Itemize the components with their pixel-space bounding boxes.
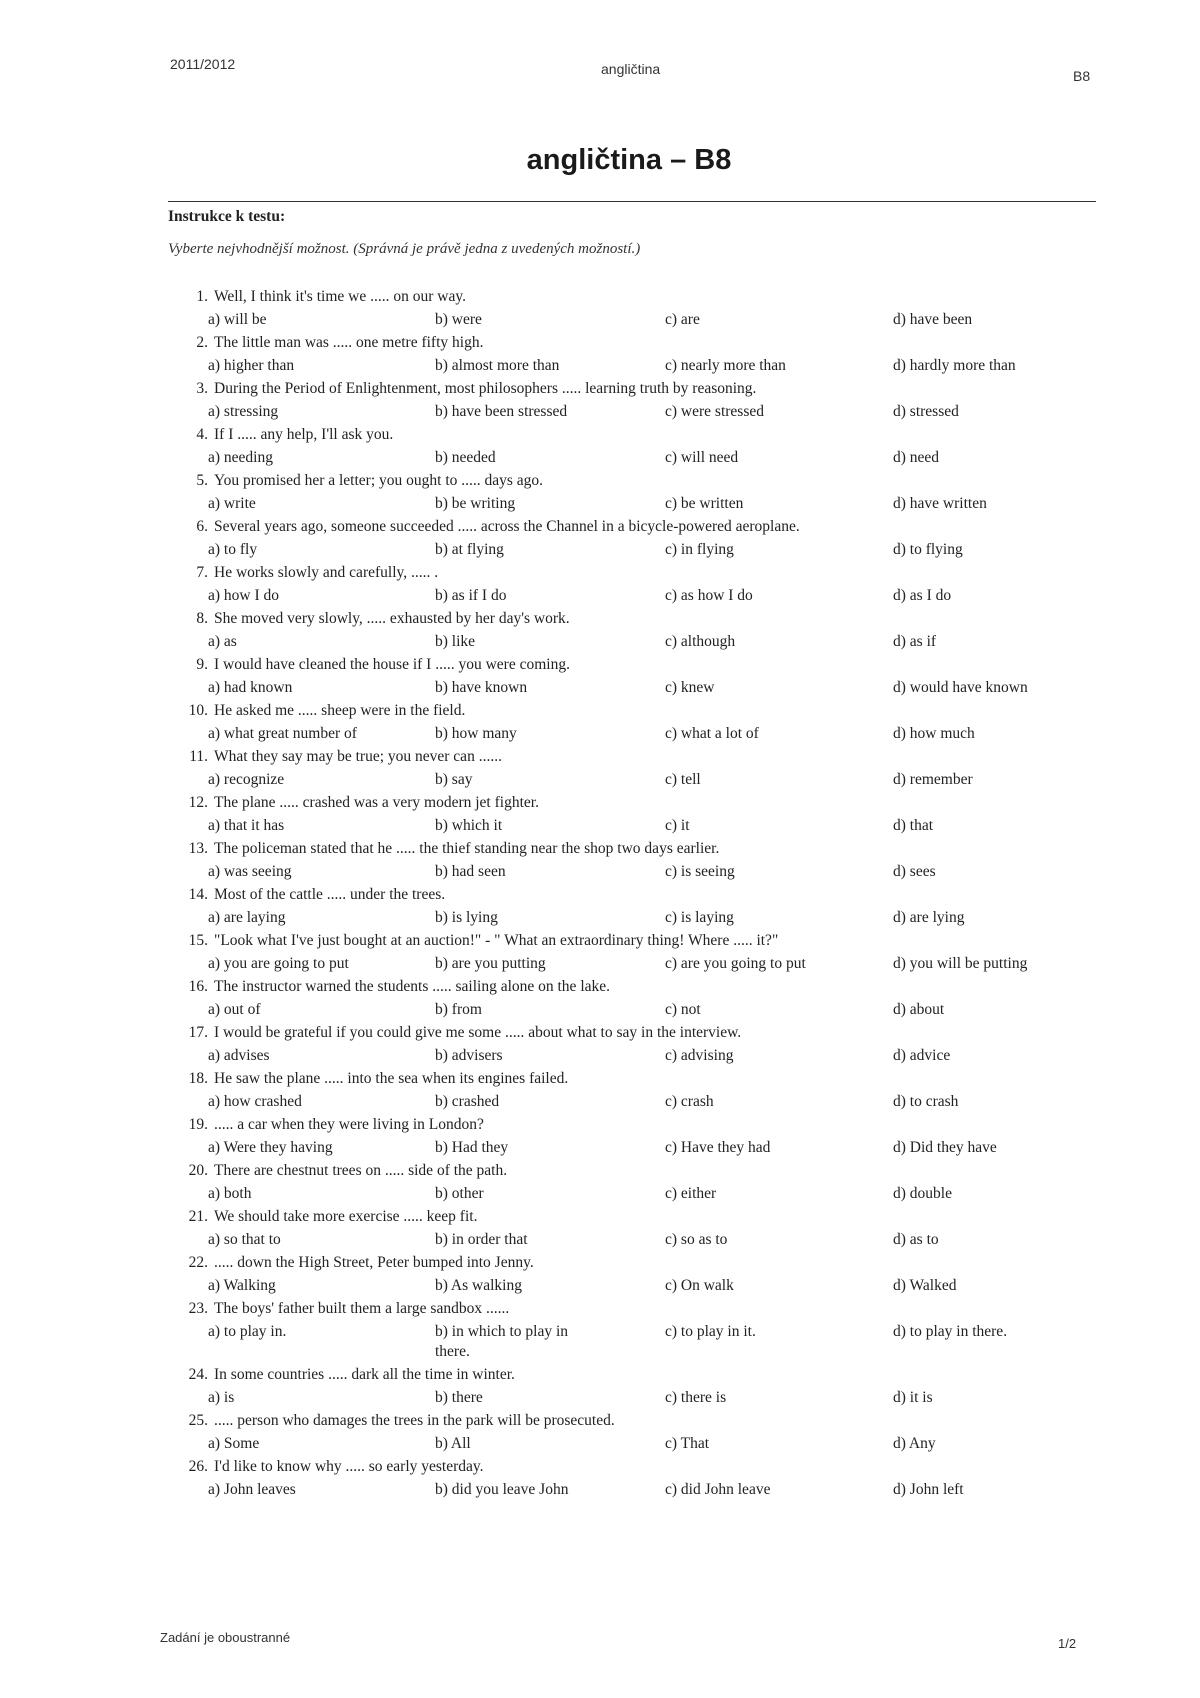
question-line xyxy=(180,1023,1080,1046)
question-item xyxy=(180,1365,1080,1411)
question-list xyxy=(180,287,1080,1503)
question-number: 24. xyxy=(188,1366,208,1383)
answer-options xyxy=(180,770,1080,793)
question-line xyxy=(180,931,1080,954)
question-item xyxy=(180,1161,1080,1207)
option-d: d) as to xyxy=(893,1231,939,1248)
question-number: 21. xyxy=(188,1208,208,1225)
option-b: b) advisers xyxy=(435,1047,503,1064)
option-d: d) to play in there. xyxy=(893,1323,1008,1340)
option-c: c) crash xyxy=(665,1093,714,1110)
option-d: d) as I do xyxy=(893,587,952,604)
option-d: d) Any xyxy=(893,1435,936,1452)
question-text: I would be grateful if you could give me some ..... about what to say in the interview. xyxy=(214,1024,742,1041)
answer-options xyxy=(180,494,1080,517)
option-c: c) Have they had xyxy=(665,1139,771,1156)
option-a: a) John leaves xyxy=(208,1481,296,1498)
option-b: b) Had they xyxy=(435,1139,509,1156)
question-item xyxy=(180,1069,1080,1115)
option-a: a) will be xyxy=(208,311,267,328)
question-text: I would have cleaned the house if I ..... you were coming. xyxy=(214,656,570,673)
question-line xyxy=(180,333,1080,356)
option-c: c) it xyxy=(665,817,690,834)
option-c: c) did John leave xyxy=(665,1481,771,1498)
question-text: Most of the cattle ..... under the trees. xyxy=(214,886,446,903)
question-text: The policeman stated that he ..... the thief standing near the shop two days earlier. xyxy=(214,840,720,857)
option-b: b) from xyxy=(435,1001,482,1018)
question-number: 1. xyxy=(196,288,208,305)
question-line xyxy=(180,1207,1080,1230)
question-item xyxy=(180,471,1080,517)
option-d: d) to crash xyxy=(893,1093,959,1110)
option-d: d) have written xyxy=(893,495,987,512)
option-c: c) tell xyxy=(665,771,701,788)
option-a: a) Some xyxy=(208,1435,260,1452)
instructions-label: Instrukce k testu: xyxy=(168,208,286,225)
question-number: 6. xyxy=(196,518,208,535)
answer-options xyxy=(180,954,1080,977)
option-c: c) not xyxy=(665,1001,701,1018)
question-text: ..... a car when they were living in London? xyxy=(214,1116,484,1133)
option-c: c) as how I do xyxy=(665,587,753,604)
question-item xyxy=(180,931,1080,977)
option-a: a) so that to xyxy=(208,1231,281,1248)
answer-options xyxy=(180,1388,1080,1411)
question-number: 14. xyxy=(188,886,208,903)
question-text: In some countries ..... dark all the time in winter. xyxy=(214,1366,515,1383)
question-line xyxy=(180,885,1080,908)
answer-options xyxy=(180,402,1080,425)
option-d: d) to flying xyxy=(893,541,963,558)
option-c: c) either xyxy=(665,1185,717,1202)
answer-options xyxy=(180,1138,1080,1161)
question-line xyxy=(180,747,1080,770)
question-item xyxy=(180,517,1080,563)
option-c: c) advising xyxy=(665,1047,734,1064)
question-item xyxy=(180,793,1080,839)
option-b: b) be writing xyxy=(435,495,516,512)
answer-options xyxy=(180,1322,1080,1365)
option-b: b) how many xyxy=(435,725,517,742)
option-a: a) as xyxy=(208,633,237,650)
question-number: 10. xyxy=(188,702,208,719)
answer-options xyxy=(180,1092,1080,1115)
answer-options xyxy=(180,1000,1080,1023)
option-b: b) needed xyxy=(435,449,496,466)
question-number: 15. xyxy=(188,932,208,949)
question-item xyxy=(180,425,1080,471)
option-d: d) would have known xyxy=(893,679,1028,696)
question-number: 8. xyxy=(196,610,208,627)
option-a: a) write xyxy=(208,495,256,512)
option-b: b) crashed xyxy=(435,1093,500,1110)
option-a: a) advises xyxy=(208,1047,270,1064)
question-text: He saw the plane ..... into the sea when its engines failed. xyxy=(214,1070,569,1087)
question-number: 20. xyxy=(188,1162,208,1179)
option-c: c) On walk xyxy=(665,1277,734,1294)
question-item xyxy=(180,563,1080,609)
answer-options xyxy=(180,310,1080,333)
question-item xyxy=(180,1299,1080,1365)
option-b: b) other xyxy=(435,1185,484,1202)
option-c: c) That xyxy=(665,1435,710,1452)
option-c: c) is seeing xyxy=(665,863,735,880)
header-year: 2011/2012 xyxy=(170,56,236,72)
answer-options xyxy=(180,1480,1080,1503)
question-line xyxy=(180,793,1080,816)
question-line xyxy=(180,839,1080,862)
question-number: 18. xyxy=(188,1070,208,1087)
question-number: 19. xyxy=(188,1116,208,1133)
header-variant: B8 xyxy=(1073,68,1091,84)
question-line xyxy=(180,1253,1080,1276)
question-number: 9. xyxy=(196,656,208,673)
question-number: 16. xyxy=(188,978,208,995)
question-item xyxy=(180,839,1080,885)
question-number: 4. xyxy=(196,426,208,443)
option-c: c) what a lot of xyxy=(665,725,759,742)
answer-options xyxy=(180,816,1080,839)
option-d: d) double xyxy=(893,1185,952,1202)
question-line xyxy=(180,1365,1080,1388)
question-item xyxy=(180,609,1080,655)
answer-options xyxy=(180,1276,1080,1299)
question-item xyxy=(180,333,1080,379)
option-a: a) needing xyxy=(208,449,273,466)
option-d: d) Did they have xyxy=(893,1139,997,1156)
question-text: Well, I think it's time we ..... on our way. xyxy=(214,288,466,305)
option-c: c) nearly more than xyxy=(665,357,786,374)
option-b: b) did you leave John xyxy=(435,1481,569,1498)
question-text: I'd like to know why ..... so early yesterday. xyxy=(214,1458,484,1475)
question-text: We should take more exercise ..... keep fit. xyxy=(214,1208,478,1225)
question-text: She moved very slowly, ..... exhausted by her day's work. xyxy=(214,610,570,627)
option-c: c) knew xyxy=(665,679,715,696)
question-line xyxy=(180,425,1080,448)
question-line xyxy=(180,701,1080,724)
question-text: ..... down the High Street, Peter bumped into Jenny. xyxy=(214,1254,534,1271)
answer-options xyxy=(180,908,1080,931)
option-a: a) out of xyxy=(208,1001,261,1018)
option-a: a) that it has xyxy=(208,817,285,834)
question-item xyxy=(180,379,1080,425)
answer-options xyxy=(180,632,1080,655)
answer-options xyxy=(180,356,1080,379)
option-c: c) there is xyxy=(665,1389,727,1406)
question-text: The instructor warned the students ..... sailing alone on the lake. xyxy=(214,978,611,995)
option-c: c) so as to xyxy=(665,1231,728,1248)
option-d: d) advice xyxy=(893,1047,951,1064)
question-line xyxy=(180,1069,1080,1092)
question-number: 13. xyxy=(188,840,208,857)
answer-options xyxy=(180,586,1080,609)
question-number: 17. xyxy=(188,1024,208,1041)
question-item xyxy=(180,655,1080,701)
question-line xyxy=(180,517,1080,540)
question-line xyxy=(180,1457,1080,1480)
question-item xyxy=(180,1023,1080,1069)
question-text: If I ..... any help, I'll ask you. xyxy=(214,426,394,443)
option-a: a) higher than xyxy=(208,357,295,374)
question-text: "Look what I've just bought at an auction!" - " What an extraordinary thing! Where ..... it?" xyxy=(214,932,779,949)
option-a: a) Walking xyxy=(208,1277,276,1294)
title-divider xyxy=(168,201,1096,202)
answer-options xyxy=(180,1046,1080,1069)
option-a: a) how crashed xyxy=(208,1093,302,1110)
question-item xyxy=(180,885,1080,931)
question-line xyxy=(180,1161,1080,1184)
option-c: c) are you going to put xyxy=(665,955,806,972)
option-a: a) how I do xyxy=(208,587,280,604)
option-c: c) in flying xyxy=(665,541,734,558)
question-line xyxy=(180,1299,1080,1322)
question-text: ..... person who damages the trees in the park will be prosecuted. xyxy=(214,1412,615,1429)
question-item xyxy=(180,1207,1080,1253)
question-text: What they say may be true; you never can ...... xyxy=(214,748,502,765)
option-c: c) be written xyxy=(665,495,744,512)
question-line xyxy=(180,1411,1080,1434)
answer-options xyxy=(180,678,1080,701)
option-a: a) stressing xyxy=(208,403,279,420)
question-text: Several years ago, someone succeeded ..... across the Channel in a bicycle-powered aeroplane. xyxy=(214,518,800,535)
option-b: b) like xyxy=(435,633,476,650)
option-a: a) recognize xyxy=(208,771,285,788)
option-a: a) are laying xyxy=(208,909,286,926)
option-d: d) you will be putting xyxy=(893,955,1028,972)
question-line xyxy=(180,379,1080,402)
option-b: b) were xyxy=(435,311,482,328)
answer-options xyxy=(180,724,1080,747)
answer-options xyxy=(180,1184,1080,1207)
answer-options xyxy=(180,1230,1080,1253)
answer-options xyxy=(180,1434,1080,1457)
option-d: d) need xyxy=(893,449,940,466)
question-line xyxy=(180,287,1080,310)
option-d: d) that xyxy=(893,817,934,834)
option-b: b) in which to play in there. xyxy=(435,1323,569,1360)
option-a: a) Were they having xyxy=(208,1139,333,1156)
option-b: b) say xyxy=(435,771,473,788)
footer-note: Zadání je oboustranné xyxy=(160,1630,291,1645)
question-number: 2. xyxy=(196,334,208,351)
question-item xyxy=(180,1457,1080,1503)
option-c: c) to play in it. xyxy=(665,1323,756,1340)
question-number: 11. xyxy=(189,748,208,765)
question-number: 23. xyxy=(188,1300,208,1317)
option-a: a) what great number of xyxy=(208,725,357,742)
question-text: There are chestnut trees on ..... side of the path. xyxy=(214,1162,508,1179)
question-line xyxy=(180,977,1080,1000)
option-b: b) have been stressed xyxy=(435,403,568,420)
option-b: b) are you putting xyxy=(435,955,546,972)
answer-options xyxy=(180,540,1080,563)
option-d: d) about xyxy=(893,1001,945,1018)
question-item xyxy=(180,1115,1080,1161)
option-c: c) although xyxy=(665,633,736,650)
question-line xyxy=(180,471,1080,494)
option-a: a) both xyxy=(208,1185,252,1202)
option-b: b) at flying xyxy=(435,541,504,558)
option-b: b) have known xyxy=(435,679,528,696)
question-item xyxy=(180,977,1080,1023)
option-c: c) will need xyxy=(665,449,739,466)
answer-options xyxy=(180,448,1080,471)
option-b: b) As walking xyxy=(435,1277,522,1294)
answer-options xyxy=(180,862,1080,885)
option-d: d) Walked xyxy=(893,1277,957,1294)
option-d: d) as if xyxy=(893,633,937,650)
question-text: He asked me ..... sheep were in the field. xyxy=(214,702,466,719)
question-line xyxy=(180,563,1080,586)
option-b: b) had seen xyxy=(435,863,506,880)
question-text: You promised her a letter; you ought to ..... days ago. xyxy=(214,472,544,489)
option-d: d) John left xyxy=(893,1481,964,1498)
instructions-text: Vyberte nejvhodnější možnost. (Správná je právě jedna z uvedených možností.) xyxy=(168,241,641,257)
option-d: d) stressed xyxy=(893,403,959,420)
question-line xyxy=(180,1115,1080,1138)
page-title: angličtina – B8 xyxy=(526,144,732,176)
option-d: d) are lying xyxy=(893,909,965,926)
option-d: d) how much xyxy=(893,725,975,742)
option-a: a) was seeing xyxy=(208,863,292,880)
question-item xyxy=(180,1411,1080,1457)
question-item xyxy=(180,747,1080,793)
option-d: d) it is xyxy=(893,1389,933,1406)
option-d: d) sees xyxy=(893,863,936,880)
option-c: c) were stressed xyxy=(665,403,764,420)
question-text: The boys' father built them a large sandbox ...... xyxy=(214,1300,510,1317)
question-item xyxy=(180,287,1080,333)
option-b: b) almost more than xyxy=(435,357,560,374)
option-b: b) All xyxy=(435,1435,471,1452)
question-text: The plane ..... crashed was a very modern jet fighter. xyxy=(214,794,539,811)
option-d: d) remember xyxy=(893,771,973,788)
option-b: b) there xyxy=(435,1389,483,1406)
option-a: a) you are going to put xyxy=(208,955,349,972)
question-number: 5. xyxy=(196,472,208,489)
option-b: b) in order that xyxy=(435,1231,528,1248)
option-b: b) is lying xyxy=(435,909,498,926)
option-d: d) hardly more than xyxy=(893,357,1016,374)
question-number: 3. xyxy=(196,380,208,397)
option-c: c) is laying xyxy=(665,909,734,926)
page-number: 1/2 xyxy=(1058,1636,1077,1651)
question-item xyxy=(180,1253,1080,1299)
option-d: d) have been xyxy=(893,311,973,328)
option-a: a) to fly xyxy=(208,541,258,558)
question-line xyxy=(180,655,1080,678)
question-item xyxy=(180,701,1080,747)
question-text: During the Period of Enlightenment, most philosophers ..... learning truth by reasoning. xyxy=(214,380,757,397)
question-text: He works slowly and carefully, ..... . xyxy=(214,564,439,581)
option-a: a) is xyxy=(208,1389,235,1406)
question-text: The little man was ..... one metre fifty high. xyxy=(214,334,484,351)
option-c: c) are xyxy=(665,311,700,328)
question-line xyxy=(180,609,1080,632)
option-a: a) to play in. xyxy=(208,1323,287,1340)
option-b: b) which it xyxy=(435,817,503,834)
question-number: 22. xyxy=(188,1254,208,1271)
question-number: 12. xyxy=(188,794,208,811)
question-number: 25. xyxy=(188,1412,208,1429)
header-subject: angličtina xyxy=(601,61,661,77)
question-number: 7. xyxy=(196,564,208,581)
option-b: b) as if I do xyxy=(435,587,507,604)
question-number: 26. xyxy=(188,1458,208,1475)
option-a: a) had known xyxy=(208,679,293,696)
